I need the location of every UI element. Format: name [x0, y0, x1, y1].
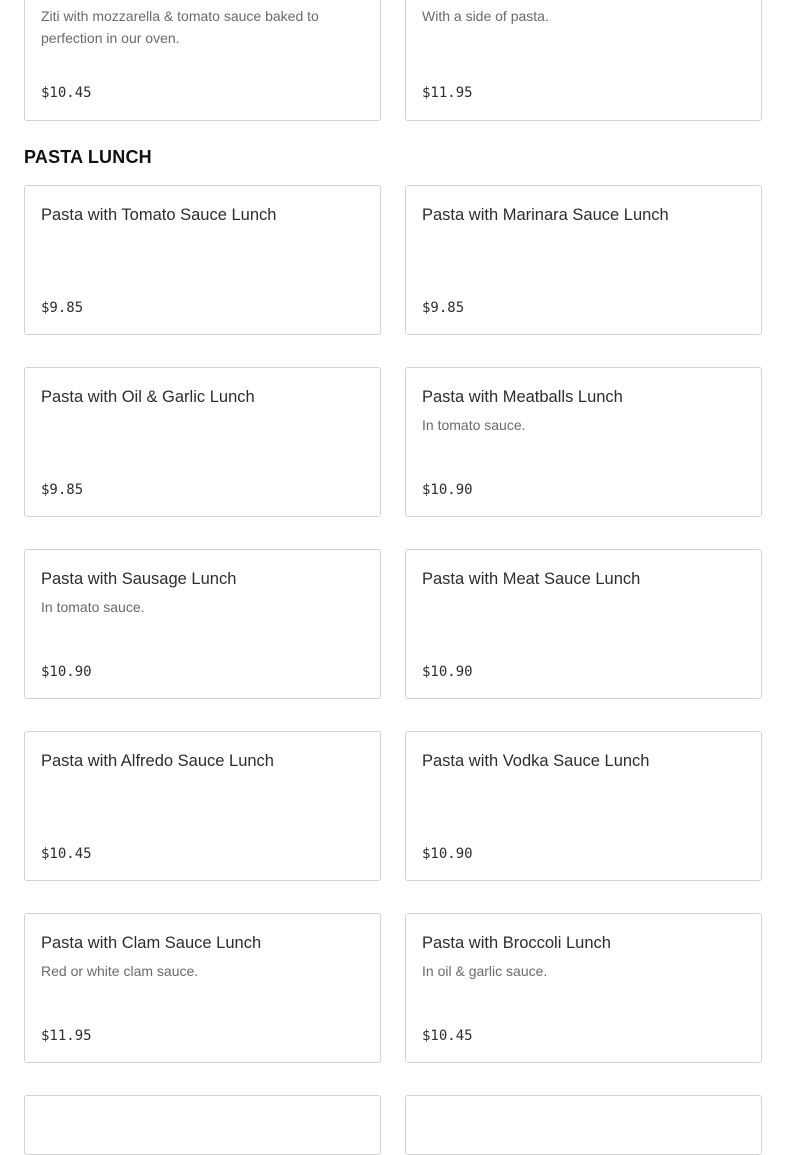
menu-item-card[interactable]: [24, 0, 381, 121]
menu-item-name: Pasta with Meat Sauce Lunch: [422, 570, 641, 588]
menu-item-price: $10.45: [41, 846, 92, 862]
menu-item-price: $9.85: [422, 300, 465, 316]
menu-item-description: In oil & garlic sauce.: [422, 963, 548, 979]
menu-item-name: Pasta with Sausage Lunch: [41, 570, 237, 588]
menu-item-name: Pasta with Broccoli Lunch: [422, 934, 611, 952]
menu-item-description: With a side of pasta.: [422, 8, 549, 24]
menu-item-card[interactable]: [24, 367, 381, 517]
menu-item-card[interactable]: [405, 0, 762, 121]
menu-item-name: Pasta with Marinara Sauce Lunch: [422, 206, 669, 224]
menu-item-card[interactable]: [405, 367, 762, 517]
menu-item-name: Pasta with Tomato Sauce Lunch: [41, 206, 277, 224]
menu-item-price: $10.90: [422, 846, 473, 862]
menu-item-price: $11.95: [422, 85, 473, 101]
section-title: PASTA LUNCH: [24, 147, 152, 167]
menu-item-card[interactable]: [24, 549, 381, 699]
menu-item-price: $10.90: [41, 664, 92, 680]
menu-item-price: $10.90: [422, 664, 473, 680]
menu-item-description: In tomato sauce.: [41, 599, 145, 615]
menu-item-description: Red or white clam sauce.: [41, 963, 199, 979]
menu-item-name: Pasta with Vodka Sauce Lunch: [422, 752, 650, 770]
menu-item-name: Pasta with Alfredo Sauce Lunch: [41, 752, 274, 770]
menu-item-card[interactable]: [24, 1095, 381, 1155]
menu-item-name: Pasta with Clam Sauce Lunch: [41, 934, 262, 952]
menu-item-price: $11.95: [41, 1028, 92, 1044]
menu-item-card[interactable]: [405, 1095, 762, 1155]
menu-item-card[interactable]: [24, 731, 381, 881]
menu-item-card[interactable]: [24, 185, 381, 335]
menu-item-name: Pasta with Oil & Garlic Lunch: [41, 388, 255, 406]
menu-item-card[interactable]: [405, 185, 762, 335]
menu-item-price: $10.90: [422, 482, 473, 498]
menu-item-card[interactable]: [24, 913, 381, 1063]
menu-item-price: $9.85: [41, 300, 84, 316]
menu-item-description: In tomato sauce.: [422, 417, 526, 433]
menu-item-description: Ziti with mozzarella & tomato sauce baked to perfection in our oven.: [41, 8, 319, 46]
menu-item-card[interactable]: [405, 913, 762, 1063]
menu-item-price: $10.45: [422, 1028, 473, 1044]
menu-item-card[interactable]: [405, 549, 762, 699]
menu-item-card[interactable]: [405, 731, 762, 881]
menu-item-name: Pasta with Meatballs Lunch: [422, 388, 623, 406]
menu-item-price: $9.85: [41, 482, 84, 498]
menu-item-price: $10.45: [41, 85, 92, 101]
